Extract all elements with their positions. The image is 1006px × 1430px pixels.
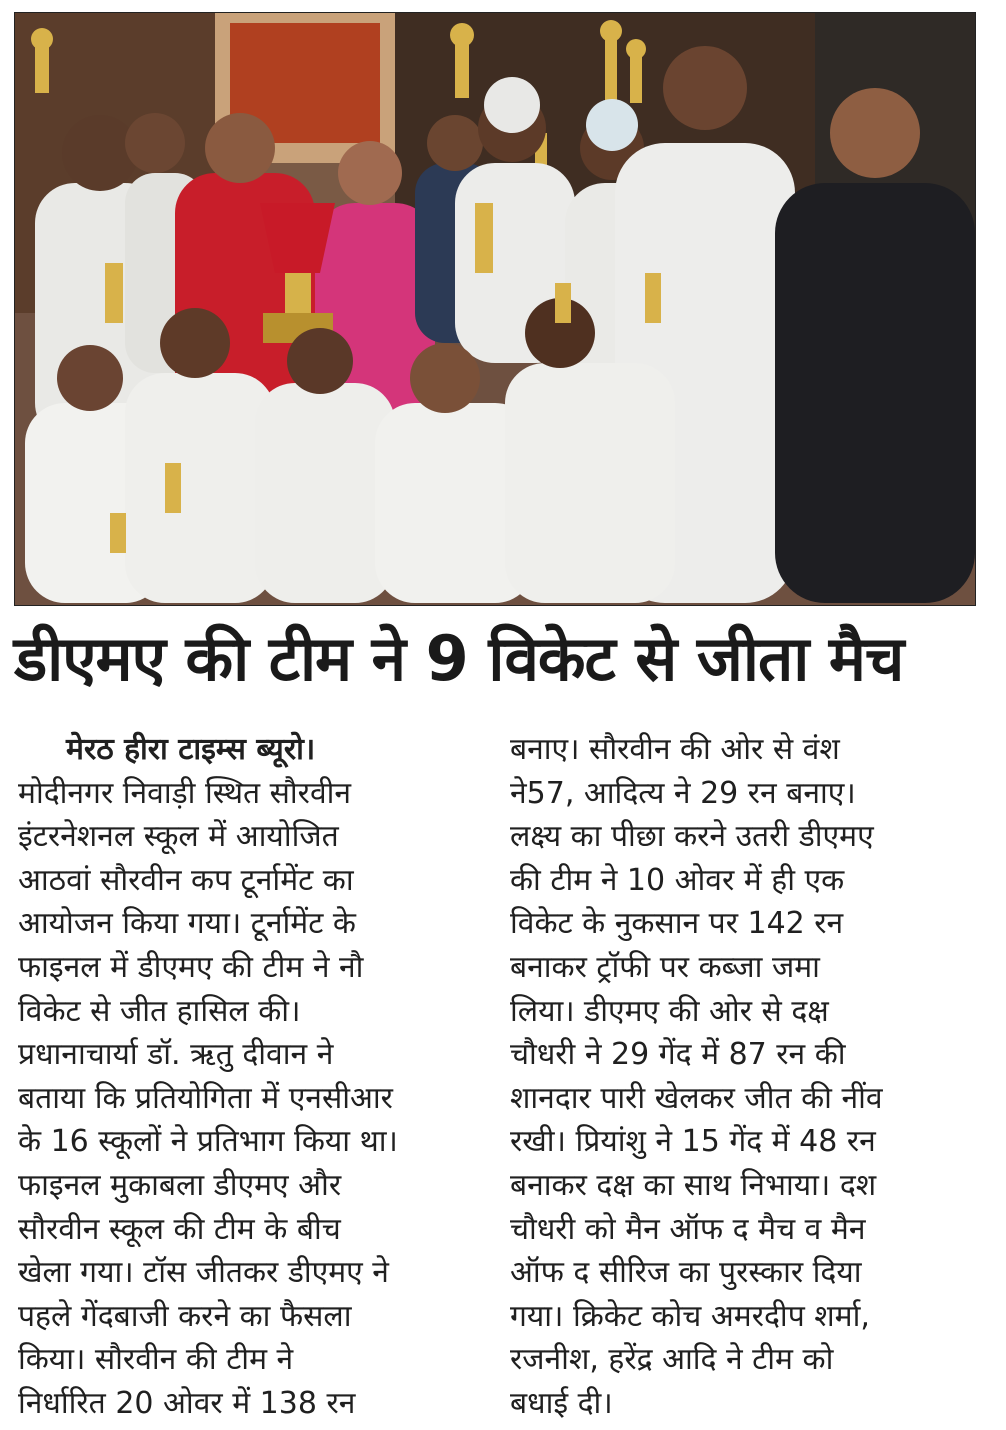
body-line: सौरवीन स्कूल की टीम के बीच bbox=[18, 1211, 341, 1247]
body-line: विकेट के नुकसान पर 142 रन bbox=[510, 906, 844, 942]
body-line: बधाई दी। bbox=[510, 1385, 613, 1421]
body-line: गया। क्रिकेट कोच अमरदीप शर्मा, bbox=[510, 1298, 870, 1334]
body-line: ने57, आदित्य ने 29 रन बनाए। bbox=[510, 775, 856, 811]
body-line: फाइनल में डीएमए की टीम ने नौ bbox=[18, 949, 364, 985]
body-line: ऑफ द सीरिज का पुरस्कार दिया bbox=[510, 1255, 862, 1291]
body-line: खेला गया। टॉस जीतकर डीएमए ने bbox=[18, 1255, 389, 1291]
body-line: पहले गेंदबाजी करने का फैसला bbox=[18, 1298, 352, 1334]
body-line: बनाकर दक्ष का साथ निभाया। दश bbox=[510, 1167, 877, 1203]
body-line: फाइनल मुकाबला डीएमए और bbox=[18, 1167, 342, 1203]
article-headline: डीएमए की टीम ने 9 विकेट से जीता मैच bbox=[14, 622, 904, 695]
article-dateline: मेरठ हीरा टाइम्स ब्यूरो। bbox=[66, 732, 316, 767]
body-line: रखी। प्रियांशु ने 15 गेंद में 48 रन bbox=[510, 1124, 876, 1160]
article-column-left bbox=[18, 728, 478, 1426]
body-line: बनाकर ट्रॉफी पर कब्जा जमा bbox=[510, 949, 820, 985]
body-line: शानदार पारी खेलकर जीत की नींव bbox=[510, 1080, 883, 1116]
body-line: मोदीनगर निवाड़ी स्थित सौरवीन bbox=[18, 775, 352, 811]
body-line: इंटरनेशनल स्कूल में आयोजित bbox=[18, 819, 339, 855]
body-line: निर्धारित 20 ओवर में 138 रन bbox=[18, 1385, 356, 1421]
body-line: चौधरी ने 29 गेंद में 87 रन की bbox=[510, 1037, 846, 1073]
body-line: बताया कि प्रतियोगिता में एनसीआर bbox=[18, 1080, 393, 1116]
body-line: प्रधानाचार्या डॉ. ऋतु दीवान ने bbox=[18, 1037, 334, 1073]
team-photo-illustration bbox=[15, 13, 975, 605]
body-line: चौधरी को मैन ऑफ द मैच व मैन bbox=[510, 1211, 866, 1247]
body-line: की टीम ने 10 ओवर में ही एक bbox=[510, 862, 845, 898]
body-line: के 16 स्कूलों ने प्रतिभाग किया था। bbox=[18, 1124, 398, 1160]
body-line: लक्ष्य का पीछा करने उतरी डीएमए bbox=[510, 819, 874, 855]
article-column-right bbox=[510, 728, 970, 1426]
body-line: आठवां सौरवीन कप टूर्नामेंट का bbox=[18, 862, 354, 898]
team-photo bbox=[14, 12, 976, 606]
body-line: लिया। डीएमए की ओर से दक्ष bbox=[510, 993, 829, 1029]
body-line: आयोजन किया गया। टूर्नामेंट के bbox=[18, 906, 356, 942]
body-line: विकेट से जीत हासिल की। bbox=[18, 993, 301, 1029]
body-line: रजनीश, हरेंद्र आदि ने टीम को bbox=[510, 1342, 834, 1378]
body-line: किया। सौरवीन की टीम ने bbox=[18, 1342, 294, 1378]
body-line: बनाए। सौरवीन की ओर से वंश bbox=[510, 732, 840, 767]
